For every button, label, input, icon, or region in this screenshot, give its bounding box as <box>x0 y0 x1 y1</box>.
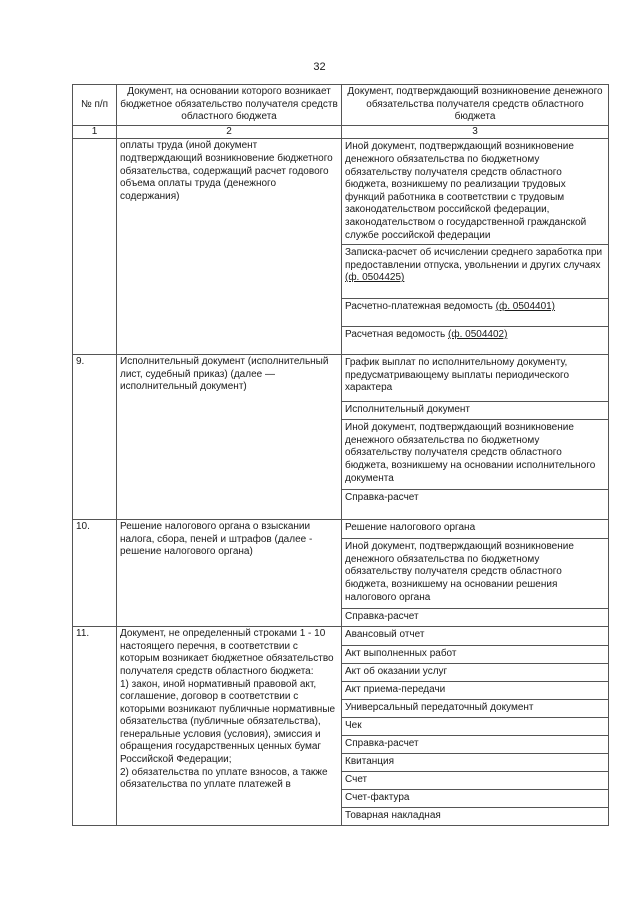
confirming-document-item <box>342 355 608 401</box>
confirming-document-text: Квитанция <box>345 756 395 768</box>
basis-document: оплаты труда (иной документ подтверждающий возникновение бюджетного обязательства, содержащий расчет годового объема оплаты труда (денежного содержания) <box>117 139 342 355</box>
header-basis-document: Документ, на основании которого возникает бюджетное обязательство получателя средств областного бюджета <box>117 85 342 126</box>
confirming-document-text: Акт приема-передачи <box>345 684 446 696</box>
confirming-document-item <box>342 699 608 717</box>
confirming-document-text: Чек <box>345 720 362 732</box>
confirming-document-text: Авансовый отчет <box>345 629 425 641</box>
column-number-row <box>73 125 609 139</box>
confirming-document-item <box>342 663 608 681</box>
confirming-document-text: Товарная накладная <box>345 810 441 822</box>
basis-document: Исполнительный документ (исполнительный лист, судебный приказ) (далее — исполнительный документ) <box>117 355 342 520</box>
confirming-document-item <box>342 244 608 298</box>
header-confirming-document: Документ, подтверждающий возникновение денежного обязательства получателя средств областного бюджета <box>342 85 609 126</box>
confirming-document-item <box>342 419 608 489</box>
confirming-document-item <box>342 520 608 538</box>
basis-document: Документ, не определенный строками 1 - 10 настоящего перечня, в соответствии с которым возникает бюджетное обязательство получателя средств областного бюджета: 1) закон, иной нормативный правовой акт, соглашение, договор в соответствии с которыми возникают публичные нормативные обязательства (публичные обязательства), генеральные условия (условия), эмиссия и обращения государственных ценных бумаг Российской Федерации; 2) обязательства по уплате взносов, а также обязательства по уплате платежей в <box>117 627 342 826</box>
confirming-document-item <box>342 538 608 608</box>
confirming-documents <box>342 520 609 627</box>
confirming-document-text: Записка-расчет об исчислении среднего заработка при предоставлении отпуска, увольнении и других случаях <box>345 247 603 271</box>
confirming-document-item <box>342 139 608 244</box>
form-code-link[interactable]: (ф. 0504402) <box>448 329 508 341</box>
confirming-document-item <box>342 298 608 326</box>
confirming-document-item <box>342 753 608 771</box>
confirming-documents <box>342 627 609 826</box>
header-number: № п/п <box>73 85 117 126</box>
confirming-document-item <box>342 489 608 519</box>
form-code-link[interactable]: (ф. 0504425) <box>345 272 405 284</box>
confirming-document-text: Расчетная ведомость <box>345 329 449 341</box>
confirming-document-text: Счет <box>345 774 368 786</box>
confirming-document-text: Иной документ, подтверждающий возникновение денежного обязательства по бюджетному обязательству получателя средств областного бюджета, возникшему на основании исполнительного документа <box>345 422 596 484</box>
document-table <box>72 84 609 826</box>
confirming-document-text: Расчетно-платежная ведомость <box>345 301 496 313</box>
confirming-document-item <box>342 771 608 789</box>
confirming-document-text: График выплат по исполнительному документу, предусматривающему выплаты периодического характера <box>345 357 570 394</box>
confirming-document-text: Иной документ, подтверждающий возникновение денежного обязательства по бюджетному обязательству получателя средств областного бюджета, возникшему на основании решения налогового органа <box>345 541 574 603</box>
confirming-document-item <box>342 627 608 645</box>
row-number <box>73 139 117 355</box>
confirming-document-item <box>342 807 608 825</box>
confirming-document-item <box>342 789 608 807</box>
table-row <box>73 520 609 627</box>
column-number: 1 <box>73 125 117 139</box>
table-header-row <box>73 85 609 126</box>
confirming-document-item <box>342 681 608 699</box>
confirming-document-text: Справка-расчет <box>345 611 419 623</box>
confirming-document-item <box>342 401 608 419</box>
row-number: 9. <box>73 355 117 520</box>
column-number: 3 <box>342 125 609 139</box>
table-row <box>73 355 609 520</box>
confirming-document-text: Справка-расчет <box>345 738 419 750</box>
confirming-document-item <box>342 735 608 753</box>
confirming-document-item <box>342 645 608 663</box>
column-number: 2 <box>117 125 342 139</box>
confirming-document-text: Универсальный передаточный документ <box>345 702 534 714</box>
row-number: 11. <box>73 627 117 826</box>
table-row <box>73 627 609 826</box>
confirming-document-text: Решение налогового органа <box>345 522 476 534</box>
table-row <box>73 139 609 355</box>
confirming-document-text: Исполнительный документ <box>345 404 471 416</box>
confirming-document-text: Иной документ, подтверждающий возникновение денежного обязательства по бюджетному обязательству получателя средств областного бюджета, возникшему по реализации трудовых функций работника в соответствии с трудовым законодательством российской федерации, законодательством о государственной гражданской службе российской федерации <box>345 141 587 241</box>
row-number: 10. <box>73 520 117 627</box>
confirming-document-item <box>342 326 608 354</box>
confirming-document-item <box>342 717 608 735</box>
table-body <box>73 139 609 825</box>
form-code-link[interactable]: (ф. 0504401) <box>495 301 556 313</box>
page-number: 32 <box>313 61 326 73</box>
confirming-documents <box>342 355 609 520</box>
confirming-document-text: Справка-расчет <box>345 492 419 504</box>
confirming-documents <box>342 139 609 355</box>
confirming-document-text: Акт выполненных работ <box>345 648 457 660</box>
confirming-document-text: Счет-фактура <box>345 792 410 804</box>
basis-document: Решение налогового органа о взыскании налога, сбора, пеней и штрафов (далее - решение налогового органа) <box>117 520 342 627</box>
confirming-document-text: Акт об оказании услуг <box>345 666 448 678</box>
confirming-document-item <box>342 608 608 626</box>
